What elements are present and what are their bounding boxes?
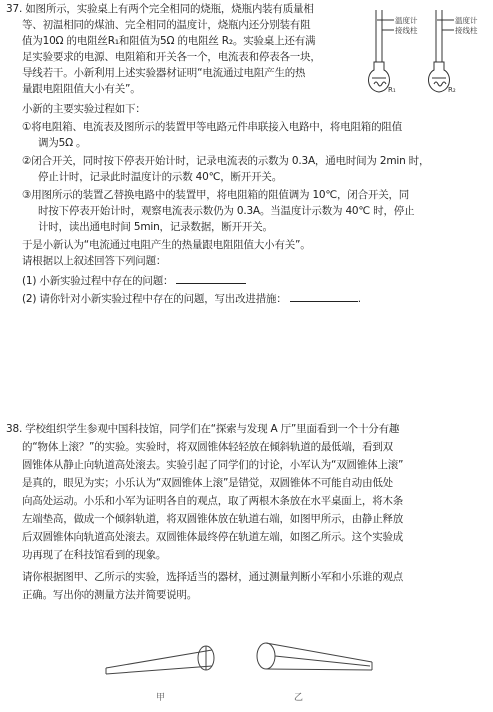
q37-line: 足实验要求的电源、电阻箱和开关各一个，电流表和停表各一块， bbox=[22, 51, 321, 63]
answer-blank-2[interactable] bbox=[290, 291, 358, 302]
q38-line: 请你根据图甲、乙所示的实验，选择适当的器材，通过测量判断小军和小乐谁的观点 bbox=[22, 571, 404, 583]
q37-subquestion-2: (2) 请你针对小新实验过程中存在的问题，写出改进措施： . bbox=[22, 293, 361, 305]
q37-line: ①将电阻箱、电流表及图所示的装置甲等电路元件串联接入电路中，将电阻箱的阻值 bbox=[22, 121, 403, 133]
q37-line: 导线若干。小新利用上述实验器材证明“电流通过电阻产生的热 bbox=[22, 67, 306, 79]
q38-line: 正确。写出你的测量方法并简要说明。 bbox=[22, 589, 198, 601]
q37-line: 量跟电阻阻值大小有关”。 bbox=[22, 83, 141, 95]
q38-figure-yi bbox=[252, 632, 378, 704]
q37-subquestion-2-text: (2) 请你针对小新实验过程中存在的问题，写出改进措施： bbox=[22, 293, 287, 305]
figure-label-thermometer: 温度计 bbox=[395, 16, 418, 25]
figure-label-r1: R₁ bbox=[388, 86, 396, 94]
figure-label-thermometer: 温度计 bbox=[455, 16, 478, 25]
q37-figure bbox=[368, 4, 490, 96]
q38-line: 的“物体上滚？”的实验。实验时，将双圆锥体轻轻放在倾斜轨道的最低端，看到双 bbox=[22, 441, 393, 453]
q37-line: 停止计时，记录此时温度计的示数 40℃，断开开关。 bbox=[38, 171, 282, 183]
q38-line: 圆锥体从静止向轨道高处滚去。实验引起了同学们的讨论，小军认为“双圆锥体上滚” bbox=[22, 459, 404, 471]
q37-line: 等、初温相同的煤油、完全相同的温度计，烧瓶内还分别装有阻 bbox=[22, 19, 311, 31]
q38-line: 功再现了在科技馆看到的现象。 bbox=[22, 549, 167, 561]
q37-line: ③用图所示的装置乙替换电路中的装置甲，将电阻箱的阻值调为 10℃，闭合开关，同 bbox=[22, 189, 410, 201]
q37-line: 小新的主要实验过程如下： bbox=[22, 103, 146, 115]
q38-figure-jia bbox=[104, 632, 224, 704]
q37-subquestion-1-text: (1) 小新实验过程中存在的问题： bbox=[22, 275, 174, 287]
q38-line: 是真的，眼见为实；小乐认为“双圆锥体上滚”是错觉，双圆锥体不可能自动由低处 bbox=[22, 477, 393, 489]
q37-subquestion-1 bbox=[22, 273, 382, 288]
figure-label-r2: R₂ bbox=[448, 86, 456, 94]
flask-yi bbox=[429, 10, 454, 92]
q37-line: ②闭合开关，同时按下停表开始计时，记录电流表的示数为 0.3A，通电时间为 2min 时， bbox=[22, 155, 430, 167]
q37-line: 37. 如图所示，实验桌上有两个完全相同的烧瓶，烧瓶内装有质量相 bbox=[6, 3, 314, 15]
q38-line: 后双圆锥体向轨道高处滚去。双圆锥体最终停在轨道左端，如图乙所示。这个实验成 bbox=[22, 531, 404, 543]
figure-label-terminal: 接线柱 bbox=[395, 26, 418, 35]
q38-line: 左端垫高，做成一个倾斜轨道，将双圆锥体放在轨道右端，如图甲所示，由静止释放 bbox=[22, 513, 404, 525]
q37-line: 值为10Ω 的电阻丝R₁和阻值为5Ω 的电阻丝 R₂。实验桌上还有满 bbox=[22, 35, 316, 47]
figure-label-jia: 甲 bbox=[156, 693, 166, 703]
flask-jia bbox=[369, 10, 394, 92]
answer-blank-1[interactable] bbox=[176, 273, 246, 284]
q37-line: 计时，读出通电时间 5min，记录数据，断开开关。 bbox=[38, 221, 273, 233]
q37-line: 于是小新认为“电流通过电阻产生的热量跟电阻阻值大小有关”。 bbox=[22, 239, 311, 251]
q38-line: 38. 学校组织学生参观中国科技馆，同学们在“探索与发现 A 厅”里面看到一个十分有趣 bbox=[6, 423, 400, 435]
figure-label-yi: 乙 bbox=[294, 693, 304, 703]
q37-line: 时按下停表开始计时，观察电流表示数仍为 0.3A。当温度计示数为 40℃ 时，停止 bbox=[38, 205, 415, 217]
figure-label-terminal: 接线柱 bbox=[455, 26, 478, 35]
q37-line: 调为5Ω 。 bbox=[38, 137, 87, 149]
q37-line: 请根据以上叙述回答下列问题： bbox=[22, 255, 167, 267]
q38-line: 向高处运动。小乐和小军为证明各自的观点，取了两根木条放在水平桌面上，将木条 bbox=[22, 495, 404, 507]
